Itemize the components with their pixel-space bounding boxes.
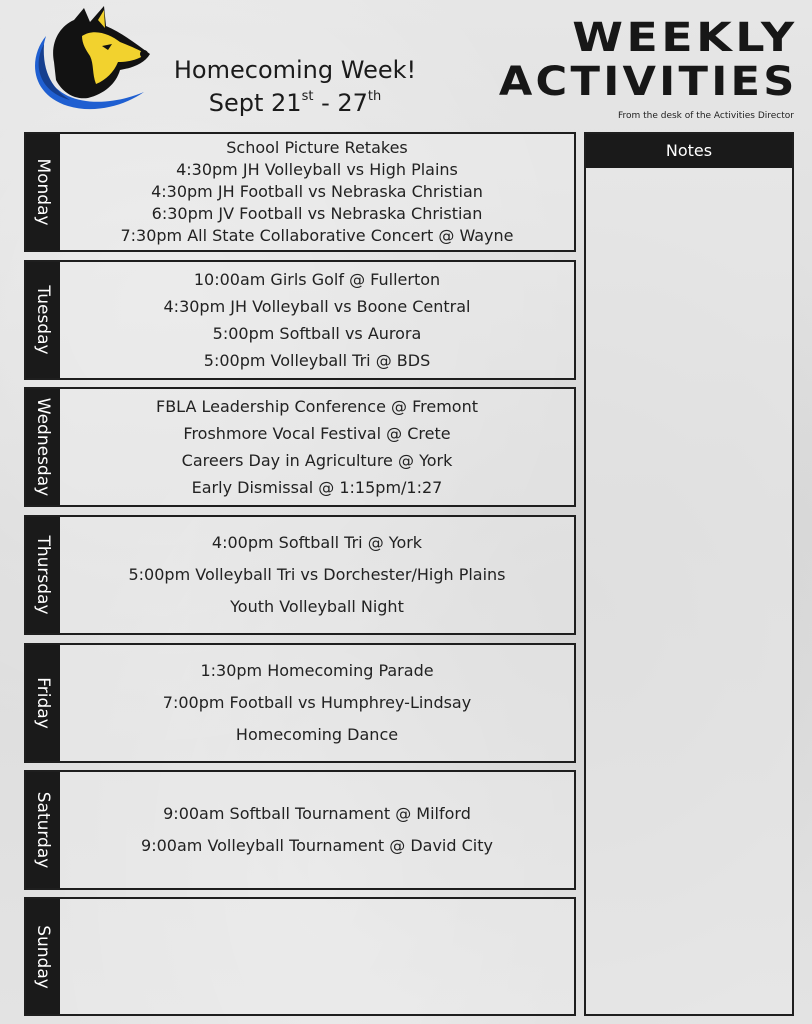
event-list bbox=[60, 262, 574, 378]
day-label-bar bbox=[26, 389, 60, 505]
event-list bbox=[60, 899, 574, 1014]
day-label: Monday bbox=[33, 158, 53, 226]
event-item: 7:30pm All State Collaborative Concert @ Wayne bbox=[120, 226, 514, 245]
school-logo bbox=[24, 2, 156, 116]
event-item: Early Dismissal @ 1:15pm/1:27 bbox=[191, 478, 443, 497]
notes-panel bbox=[584, 132, 794, 1016]
date-end: - 27 bbox=[313, 89, 368, 117]
event-item: 10:00am Girls Golf @ Fullerton bbox=[193, 270, 441, 289]
event-item: 9:00am Volleyball Tournament @ David City bbox=[141, 836, 493, 855]
event-item: Youth Volleyball Night bbox=[230, 597, 404, 616]
day-label: Friday bbox=[33, 677, 53, 729]
event-item: FBLA Leadership Conference @ Fremont bbox=[155, 397, 478, 416]
day-sunday bbox=[24, 897, 576, 1016]
subtitle-line: Homecoming Week! bbox=[173, 56, 417, 84]
day-label: Saturday bbox=[33, 791, 53, 869]
page-title bbox=[499, 15, 798, 105]
day-label-bar bbox=[26, 134, 60, 250]
event-item: 6:30pm JV Football vs Nebraska Christian bbox=[151, 204, 483, 223]
husky-head-icon bbox=[24, 2, 156, 116]
event-item: 9:00am Softball Tournament @ Milford bbox=[163, 804, 471, 823]
event-list bbox=[60, 517, 574, 633]
event-list bbox=[60, 645, 574, 761]
event-item: 4:30pm JH Volleyball vs High Plains bbox=[176, 160, 458, 179]
day-label: Wednesday bbox=[33, 397, 53, 497]
day-wednesday bbox=[24, 387, 576, 507]
day-monday bbox=[24, 132, 576, 252]
event-item: School Picture Retakes bbox=[226, 138, 408, 157]
day-label-bar bbox=[26, 262, 60, 378]
event-subtitle bbox=[170, 54, 420, 120]
event-list bbox=[60, 389, 574, 505]
event-item: Homecoming Dance bbox=[235, 725, 399, 744]
event-list bbox=[60, 134, 574, 250]
tagline: From the desk of the Activities Director bbox=[617, 111, 794, 121]
event-item: Froshmore Vocal Festival @ Crete bbox=[183, 424, 451, 443]
date-range bbox=[170, 87, 420, 120]
day-label-bar bbox=[26, 517, 60, 633]
title-line-1: WEEKLY bbox=[572, 15, 798, 61]
day-label: Sunday bbox=[33, 924, 53, 989]
day-thursday bbox=[24, 515, 576, 635]
day-label: Thursday bbox=[33, 535, 53, 615]
day-tuesday bbox=[24, 260, 576, 380]
event-item: 7:00pm Football vs Humphrey-Lindsay bbox=[162, 693, 472, 712]
title-line-2: ACTIVITIES bbox=[499, 59, 798, 105]
date-start: Sept 21 bbox=[208, 89, 302, 117]
day-friday bbox=[24, 643, 576, 763]
day-saturday bbox=[24, 770, 576, 890]
event-list bbox=[60, 772, 574, 888]
day-label-bar bbox=[26, 899, 60, 1014]
date-start-suffix: st bbox=[301, 89, 314, 104]
day-label-bar bbox=[26, 645, 60, 761]
day-label: Tuesday bbox=[33, 285, 53, 355]
event-item: 4:30pm JH Volleyball vs Boone Central bbox=[163, 297, 471, 316]
event-item: 5:00pm Volleyball Tri vs Dorchester/High Plains bbox=[128, 565, 506, 584]
event-item: 4:00pm Softball Tri @ York bbox=[211, 533, 423, 552]
event-item: 5:00pm Softball vs Aurora bbox=[212, 324, 422, 343]
notes-header: Notes bbox=[586, 134, 792, 168]
event-item: Careers Day in Agriculture @ York bbox=[181, 451, 453, 470]
event-item: 5:00pm Volleyball Tri @ BDS bbox=[203, 351, 431, 370]
event-item: 4:30pm JH Football vs Nebraska Christian bbox=[151, 182, 483, 201]
event-item: 1:30pm Homecoming Parade bbox=[200, 661, 434, 680]
day-label-bar bbox=[26, 772, 60, 888]
date-end-suffix: th bbox=[367, 89, 382, 104]
